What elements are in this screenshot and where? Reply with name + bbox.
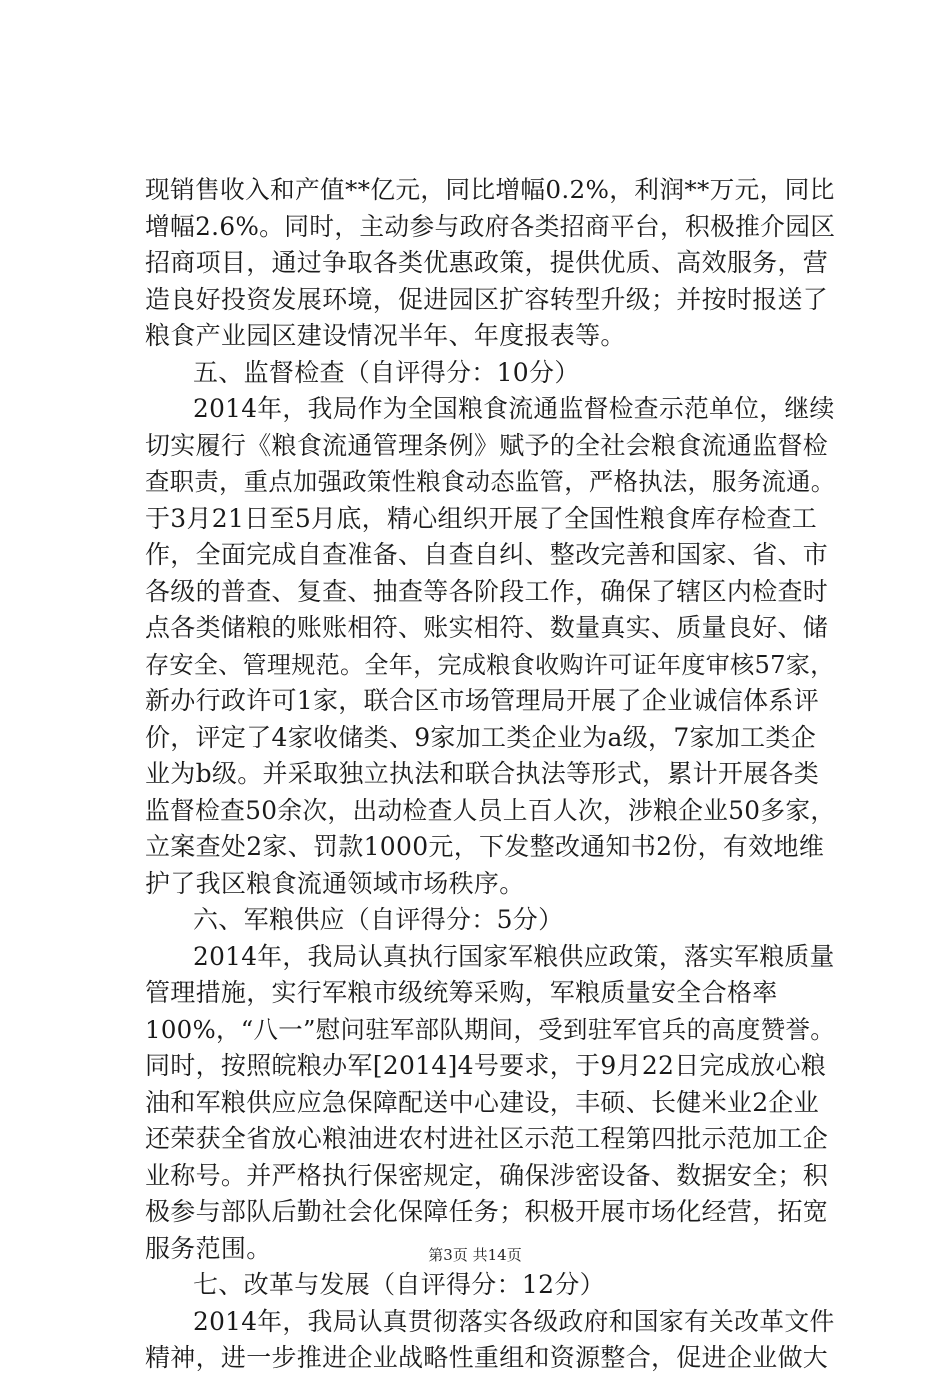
text-line: 2014年，我局作为全国粮食流通监督检查示范单位，继续 bbox=[193, 394, 835, 423]
text-line: 作，全面完成自查准备、自查自纠、整改完善和国家、省、市 bbox=[145, 540, 829, 569]
text-line: 100%，“八一”慰问驻军部队期间，受到驻军官兵的高度赞誉。 bbox=[145, 1014, 835, 1044]
text-line: 2014年，我局认真执行国家军粮供应政策，落实军粮质量 bbox=[193, 941, 835, 971]
text-line: 立案查处2家、罚款1000元，下发整改通知书2份，有效地维 bbox=[145, 832, 825, 861]
text-line: 于3月21日至5月底，精心组织开展了全国性粮食库存检查工 bbox=[145, 503, 818, 533]
text-line: 存安全、管理规范。全年，完成粮食收购许可证年度审核57家， bbox=[145, 650, 835, 679]
text-line: 油和军粮供应应急保障配送中心建设，丰硕、长健米业2企业 bbox=[145, 1087, 820, 1117]
text-line: 造良好投资发展环境，促进园区扩容转型升级；并按时报送了 bbox=[145, 284, 829, 314]
text-line: 服务范围。 bbox=[145, 1233, 272, 1263]
text-line: 精神，进一步推进企业战略性重组和资源整合，促进企业做大 bbox=[145, 1343, 829, 1372]
text-line: 极参与部队后勤社会化保障任务；积极开展市场化经营，拓宽 bbox=[145, 1197, 829, 1226]
text-line: 粮食产业园区建设情况半年、年度报表等。 bbox=[145, 321, 626, 350]
text-line: 七、改革与发展（自评得分：12分） bbox=[193, 1270, 605, 1299]
text-line: 同时，按照皖粮办军[2014]4号要求，于9月22日完成放心粮 bbox=[145, 1051, 827, 1080]
text-line: 新办行政许可1家，联合区市场管理局开展了企业诚信体系评 bbox=[145, 686, 820, 715]
text-line: 五、监督检查（自评得分：10分） bbox=[193, 357, 580, 387]
text-line: 切实履行《粮食流通管理条例》赋予的全社会粮食流通监督检 bbox=[145, 430, 829, 460]
text-line: 增幅2.6%。同时，主动参与政府各类招商平台，积极推介园区 bbox=[145, 211, 836, 241]
text-line: 业称号。并严格执行保密规定，确保涉密设备、数据安全；积 bbox=[145, 1160, 829, 1190]
text-line: 招商项目，通过争取各类优惠政策，提供优质、高效服务，营 bbox=[145, 248, 829, 277]
text-line: 护了我区粮食流通领域市场秩序。 bbox=[145, 868, 525, 898]
document-body bbox=[145, 172, 835, 1377]
text-line: 管理措施，实行军粮市级统筹采购，军粮质量安全合格率 bbox=[145, 978, 778, 1007]
text-line: 2014年，我局认真贯彻落实各级政府和国家有关改革文件 bbox=[193, 1306, 835, 1336]
page-footer: 第3页 共14页 bbox=[428, 1246, 522, 1264]
text-line: 点各类储粮的账账相符、账实相符、数量真实、质量良好、储 bbox=[145, 613, 829, 642]
text-line: 监督检查50余次，出动检查人员上百人次，涉粮企业50多家， bbox=[145, 795, 836, 825]
text-line: 查职责，重点加强政策性粮食动态监管，严格执法，服务流通。 bbox=[145, 467, 836, 496]
text-line: 现销售收入和产值**亿元，同比增幅0.2%，利润**万元，同比 bbox=[145, 175, 835, 204]
text-line: 各级的普查、复查、抽查等各阶段工作，确保了辖区内检查时 bbox=[145, 576, 829, 606]
text-line: 还荣获全省放心粮油进农村进社区示范工程第四批示范加工企 bbox=[145, 1124, 829, 1153]
text-line: 六、军粮供应（自评得分：5分） bbox=[193, 905, 564, 934]
text-line: 业为b级。并采取独立执法和联合执法等形式，累计开展各类 bbox=[145, 759, 820, 788]
text-line: 价，评定了4家收储类、9家加工类企业为a级，7家加工类企 bbox=[145, 722, 817, 752]
